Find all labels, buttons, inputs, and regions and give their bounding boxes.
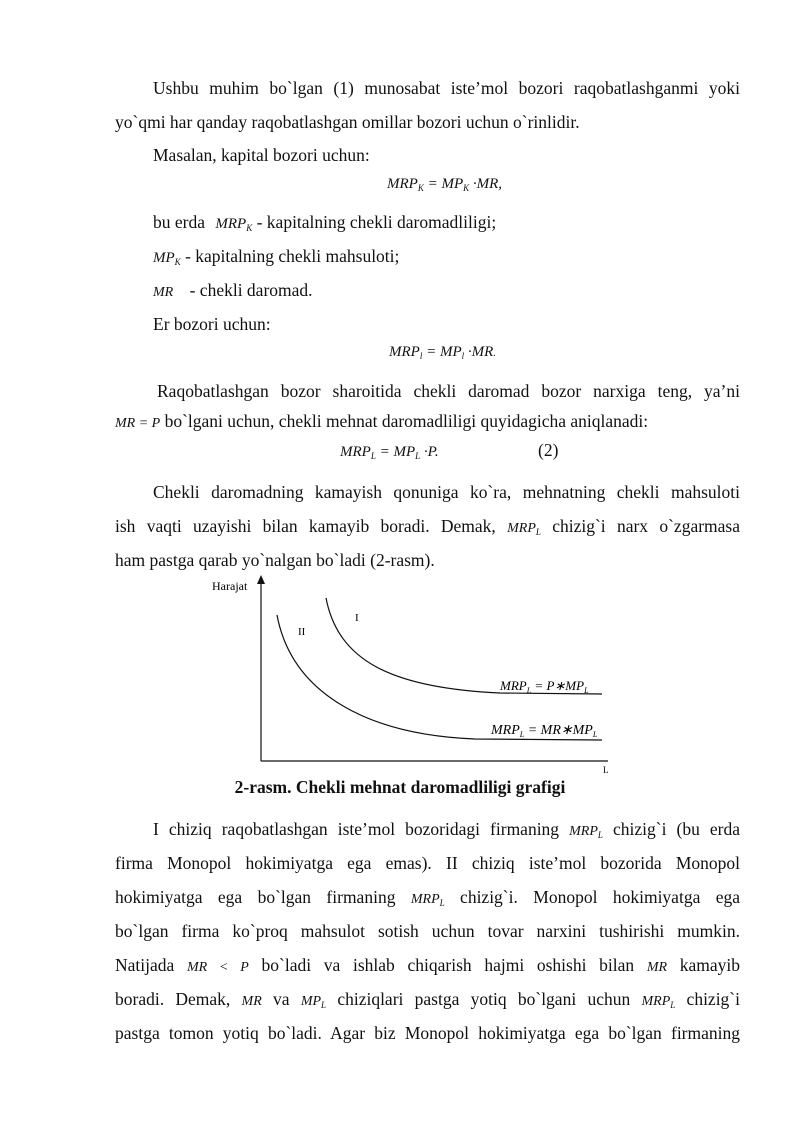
- para2-line2: MR = P bo`lgani uchun, chekli mehnat daromadliligi quyidagicha aniqlanadi:: [115, 411, 649, 431]
- y-axis-arrow: [257, 575, 265, 584]
- para4-line6: boradi. Demak, MR va $MP_L$ chiziqlari pastga yotiq bo`lgani uchun $MRP_L$ chizig`i: [115, 989, 740, 1010]
- x-axis-label: L: [603, 765, 609, 775]
- para3-line3: ham pastga qarab yo`nalgan bo`ladi (2-rasm).: [115, 550, 435, 570]
- curve-ii-formula: $MRP_L$ = $MR∗MP_L$: [491, 723, 598, 739]
- masalan-line: Masalan, kapital bozori uchun:: [153, 145, 370, 165]
- er-bozori-line: Er bozori uchun:: [153, 314, 271, 334]
- para4-line4: bo`lgan firma ko`proq mahsulot sotish uchun tovar narxini tushirishi mumkin.: [115, 921, 740, 941]
- definition-mpk: $MP_K$ - kapitalning chekli mahsuloti;: [153, 246, 400, 267]
- y-axis-label: Harajat: [212, 579, 248, 593]
- curve-ii-label: II: [298, 626, 306, 638]
- formula-land: $MRP_l = MP_l \cdot MR$.: [389, 344, 496, 361]
- para4-line5: Natijada MR < P bo`ladi va ishlab chiqarish hajmi oshishi bilan MR kamayib: [115, 955, 741, 975]
- definition-mrpk: bu erda $MRP_K$ - kapitalning chekli daromadliligi;: [153, 212, 497, 233]
- figure-caption: 2-rasm. Chekli mehnat daromadliligi grafigi: [234, 777, 566, 797]
- para1-line1: Ushbu muhim bo`lgan (1) munosabat iste’mol bozori raqobatlashganmi yoki: [153, 78, 740, 98]
- para2-line1: Raqobatlashgan bozor sharoitida chekli daromad bozor narxiga teng, ya’ni: [157, 381, 740, 401]
- equation-number: (2): [538, 440, 559, 460]
- mrp-chart: [200, 575, 630, 780]
- definition-mr: MR - chekli daromad.: [153, 280, 313, 300]
- para4-line3: hokimiyatga ega bo`lgan firmaning $MRP_L$ chizig`i. Monopol hokimiyatga ega: [115, 887, 741, 908]
- formula-2: $MRP_L = MP_L \cdot P$. (2): [340, 440, 559, 461]
- para4-line2: firma Monopol hokimiyatga ega emas). II chiziq iste’mol bozorida Monopol: [115, 853, 740, 873]
- para3-line2: ish vaqti uzayishi bilan kamayib boradi. Demak, $MRP_L$ chizig`i narx o`zgarmasa: [115, 516, 740, 537]
- para4-line1: I chiziq raqobatlashgan iste’mol bozoridagi firmaning $MRP_L$ chizig`i (bu erda: [153, 819, 741, 840]
- formula-capital: $MRP_K = MP_K \cdot MR$,: [387, 176, 503, 193]
- curve-i-formula: $MRP_L$ = $P∗MP_L$: [500, 678, 589, 695]
- para4-line7: pastga tomon yotiq bo`ladi. Agar biz Monopol hokimiyatga ega bo`lgan firmaning: [115, 1023, 740, 1043]
- para1-line2: yo`qmi har qanday raqobatlashgan omillar bozori uchun o`rinlidir.: [115, 112, 580, 132]
- curve-i-label: I: [355, 612, 359, 624]
- para3-line1: Chekli daromadning kamayish qonuniga ko`ra, mehnatning chekli mahsuloti: [153, 482, 740, 502]
